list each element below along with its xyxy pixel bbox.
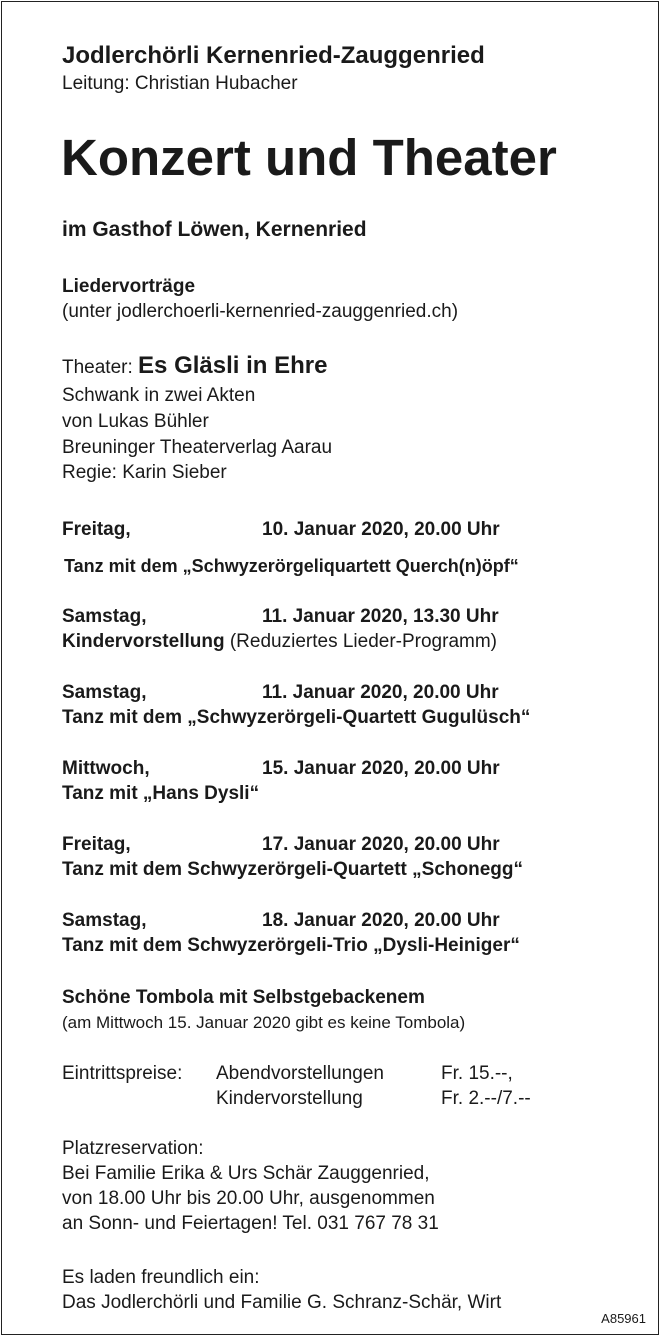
- performance-event-note: (Reduziertes Lieder-Programm): [224, 631, 497, 652]
- venue: im Gasthof Löwen, Kernenried: [62, 218, 367, 241]
- tombola-heading: Schöne Tombola mit Selbstgebackenem: [62, 987, 425, 1008]
- performance-event-title: Tanz mit dem „Schwyzerörgeliquartett Querch(n)öpf“: [64, 556, 519, 576]
- organization-name: Jodlerchörli Kernenried-Zauggenried: [62, 42, 485, 69]
- performance-day: Freitag,: [62, 519, 131, 540]
- play-publisher: Breuninger Theaterverlag Aarau: [62, 437, 333, 458]
- play-genre: Schwank in zwei Akten: [62, 385, 256, 406]
- performance-date: 10. Januar 2020, 20.00 Uhr: [262, 519, 500, 540]
- play-author: von Lukas Bühler: [62, 411, 209, 432]
- price-value: Fr. 15.--,: [441, 1063, 513, 1084]
- price-name: Kindervorstellung: [216, 1088, 363, 1109]
- performance-day: Samstag,: [62, 606, 147, 627]
- performance-day: Mittwoch,: [62, 758, 150, 779]
- page-title: Konzert und Theater: [61, 129, 557, 186]
- ad-code: A85961: [601, 1311, 646, 1326]
- tombola-note: (am Mittwoch 15. Januar 2020 gibt es keine Tombola): [62, 1013, 466, 1032]
- performance-event: [62, 631, 497, 653]
- price-name: Abendvorstellungen: [216, 1063, 384, 1084]
- reservation-heading: Platzreservation:: [62, 1138, 204, 1159]
- performance-event-title: Kindervorstellung: [62, 631, 225, 652]
- play-title: Es Gläsli in Ehre: [138, 352, 328, 379]
- performance-event-title: Tanz mit dem „Schwyzerörgeli-Quartett Gugulüsch“: [62, 707, 531, 728]
- performance-day: Freitag,: [62, 834, 131, 855]
- performance-date: 18. Januar 2020, 20.00 Uhr: [262, 910, 500, 931]
- invitation-hosts: Das Jodlerchörli und Familie G. Schranz-Schär, Wirt: [62, 1292, 502, 1313]
- choir-leader: Leitung: Christian Hubacher: [62, 73, 298, 94]
- price-value: Fr. 2.--/7.--: [441, 1088, 531, 1109]
- reservation-phone: an Sonn- und Feiertagen! Tel. 031 767 78 31: [62, 1213, 439, 1234]
- performance-event: [62, 707, 530, 729]
- performance-event-title: Tanz mit dem Schwyzerörgeli-Trio „Dysli-Heiniger“: [62, 935, 520, 956]
- songs-heading: Liedervorträge: [62, 276, 196, 297]
- performance-event: [62, 935, 520, 957]
- theater-label: Theater:: [62, 357, 139, 378]
- theater-line: [62, 352, 328, 379]
- songs-website: (unter jodlerchoerli-kernenried-zauggenried.ch): [62, 301, 459, 322]
- performance-event-title: Tanz mit „Hans Dysli“: [62, 783, 260, 804]
- performance-day: Samstag,: [62, 682, 147, 703]
- play-director: Regie: Karin Sieber: [62, 462, 227, 483]
- performance-event: [62, 859, 523, 881]
- prices-label: Eintrittspreise:: [62, 1063, 183, 1084]
- invitation-line: Es laden freundlich ein:: [62, 1267, 260, 1288]
- reservation-hours: von 18.00 Uhr bis 20.00 Uhr, ausgenommen: [62, 1188, 435, 1209]
- performance-event: [64, 555, 519, 577]
- performance-date: 15. Januar 2020, 20.00 Uhr: [262, 758, 500, 779]
- performance-date: 11. Januar 2020, 13.30 Uhr: [262, 606, 499, 627]
- performance-date: 17. Januar 2020, 20.00 Uhr: [262, 834, 500, 855]
- performance-day: Samstag,: [62, 910, 147, 931]
- reservation-contact: Bei Familie Erika & Urs Schär Zauggenried,: [62, 1163, 430, 1184]
- performance-event: [62, 783, 259, 805]
- performance-event-title: Tanz mit dem Schwyzerörgeli-Quartett „Schonegg“: [62, 859, 523, 880]
- performance-date: 11. Januar 2020, 20.00 Uhr: [262, 682, 499, 703]
- ad-frame: [1, 1, 659, 1335]
